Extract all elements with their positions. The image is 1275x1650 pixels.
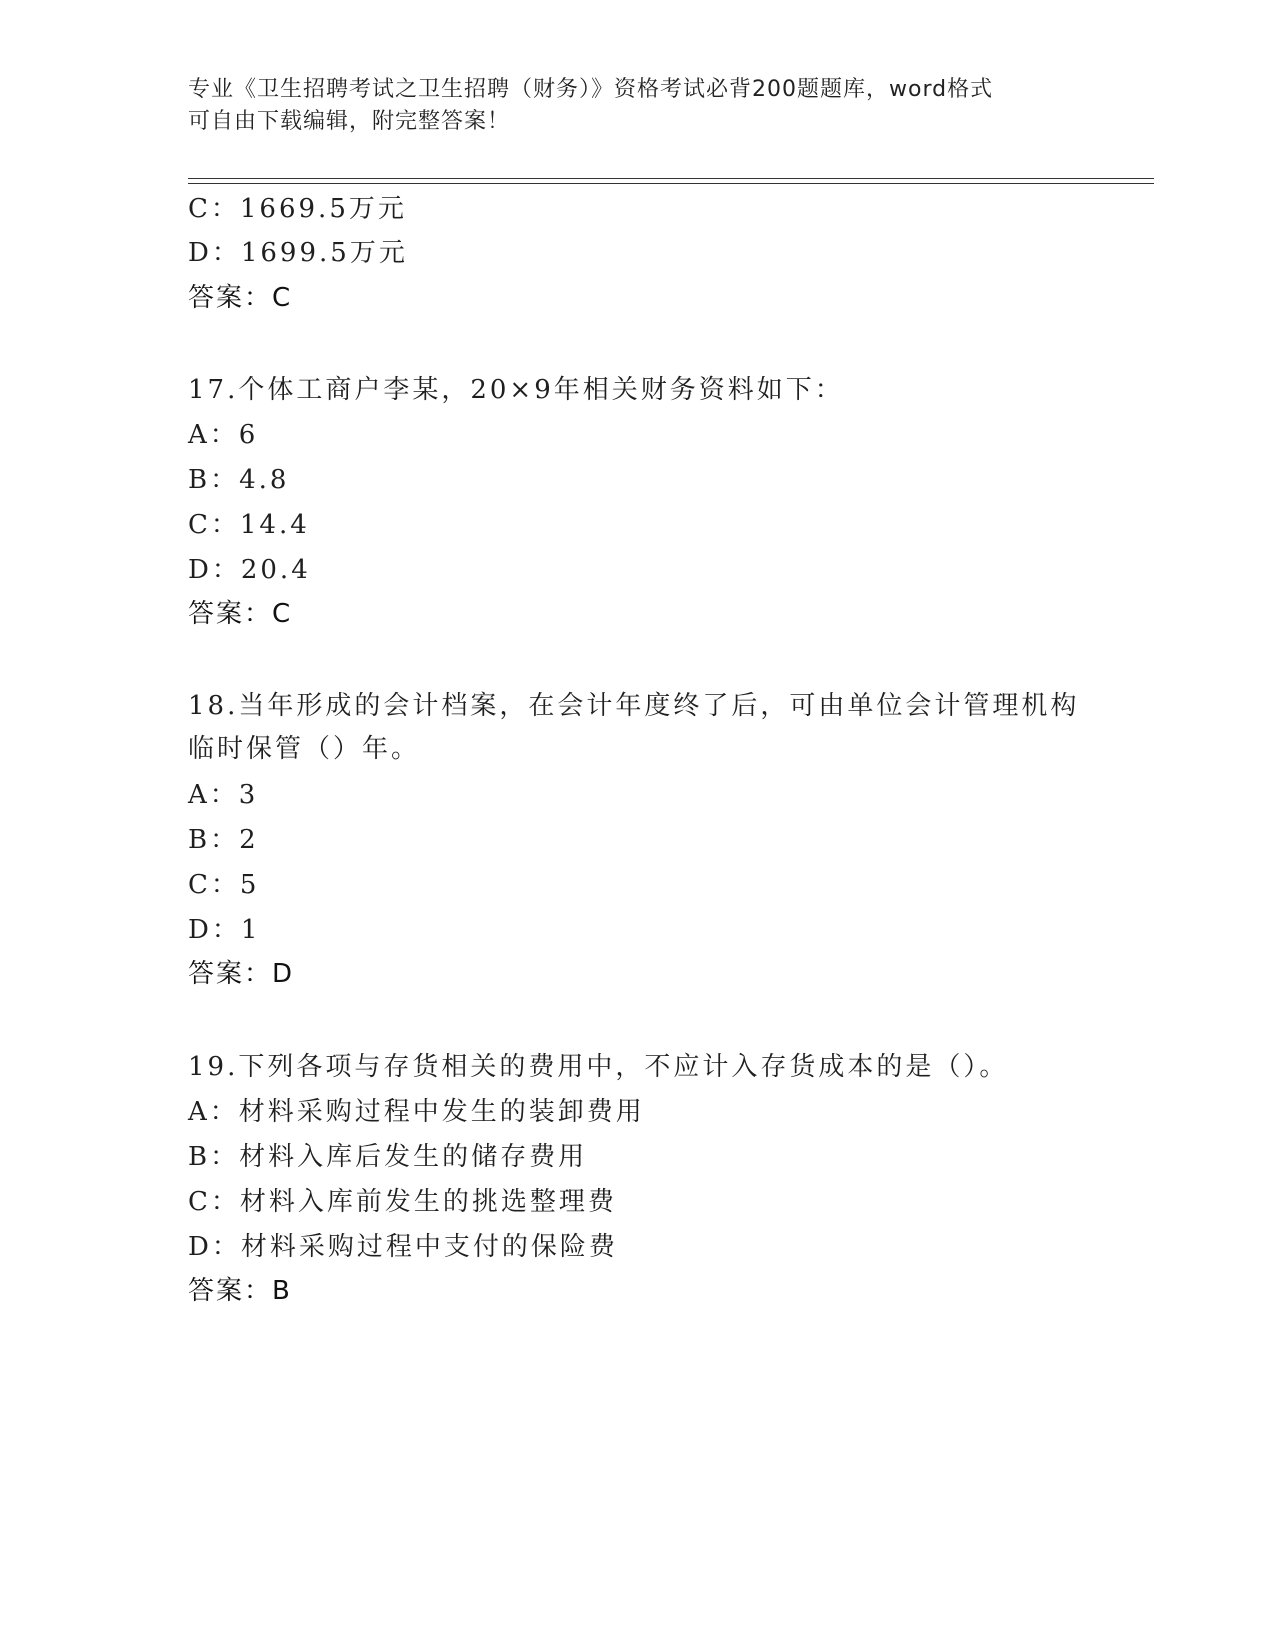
header-divider-bottom <box>188 183 1154 184</box>
header-title-line-1: 专业《卫生招聘考试之卫生招聘（财务）》资格考试必背200题题库，word格式 <box>188 77 994 102</box>
q18-option-a: A：3 <box>188 780 259 810</box>
q19-option-c: C：材料入库前发生的挑选整理费 <box>188 1187 617 1217</box>
q18-answer: 答案：D <box>188 959 295 989</box>
q17-option-c: C：14.4 <box>188 510 310 540</box>
header-title-line-2: 可自由下载编辑，附完整答案！ <box>188 109 511 134</box>
prev-answer: 答案：C <box>188 283 293 313</box>
q18-option-d: D：1 <box>188 915 261 945</box>
q19-stem: 19.下列各项与存货相关的费用中，不应计入存货成本的是（）。 <box>188 1052 1009 1082</box>
q17-option-a: A：6 <box>188 420 259 450</box>
q19-option-a: A：材料采购过程中发生的装卸费用 <box>188 1097 645 1127</box>
q18-stem-line-2: 临时保管（）年。 <box>188 734 421 764</box>
q17-answer: 答案：C <box>188 599 293 629</box>
prev-option-c: C：1669.5万元 <box>188 194 407 224</box>
q19-option-d: D：材料采购过程中支付的保险费 <box>188 1232 618 1262</box>
q17-option-d: D：20.4 <box>188 555 311 585</box>
document-header <box>188 74 1088 138</box>
q18-option-b: B：2 <box>188 825 259 855</box>
q19-option-b: B：材料入库后发生的储存费用 <box>188 1142 588 1172</box>
q17-option-b: B：4.8 <box>188 465 290 495</box>
header-divider-top <box>188 178 1154 179</box>
q18-stem-line-1: 18.当年形成的会计档案，在会计年度终了后，可由单位会计管理机构 <box>188 691 1080 721</box>
q17-stem: 17.个体工商户李某，20×9年相关财务资料如下： <box>188 375 844 405</box>
prev-option-d: D：1699.5万元 <box>188 238 408 268</box>
q18-option-c: C：5 <box>188 870 260 900</box>
q19-answer: 答案：B <box>188 1276 292 1306</box>
